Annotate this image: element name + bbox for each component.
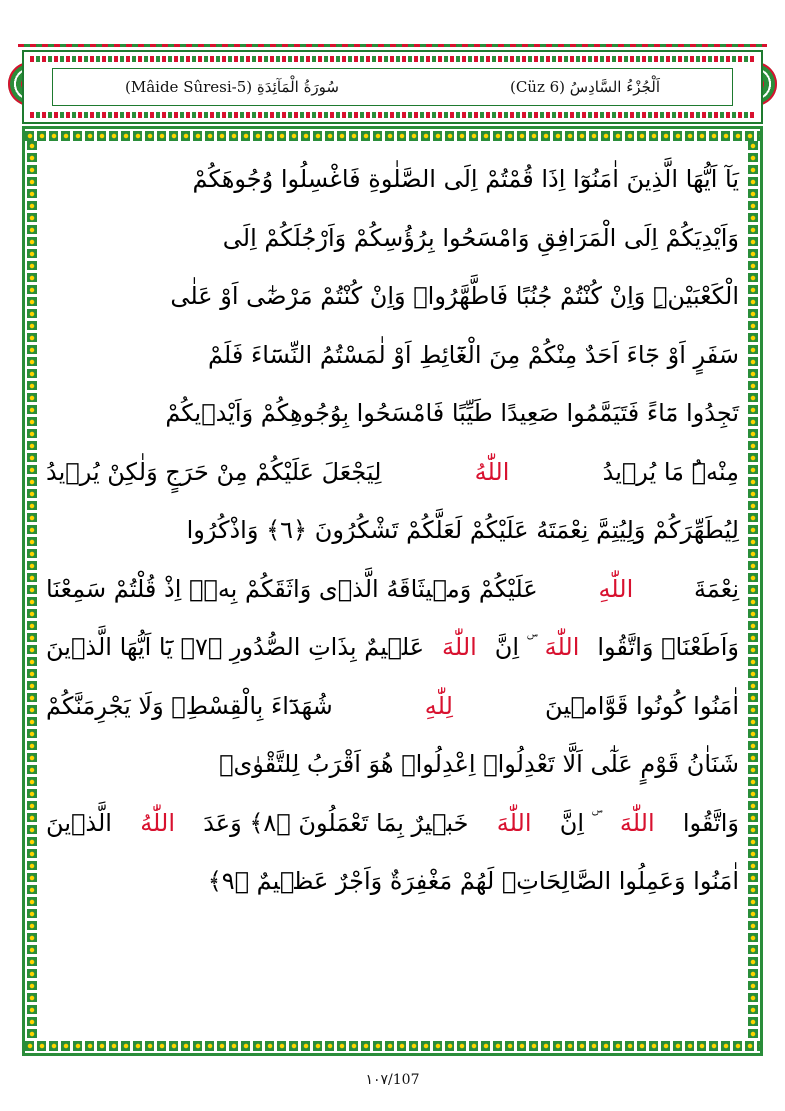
page-header: [22, 50, 763, 124]
juz-title: اَلْجُزْءُ السَّادِسُ (Cüz 6): [509, 78, 660, 96]
text-line: شَنَاٰنُ قَوْمٍ عَلٰٓى اَلَّا تَعْدِلُواۜ اِعْدِلُواۗ هُوَ اَقْرَبُ لِلتَّقْوٰىۘ: [219, 750, 739, 779]
frame-ornament-right: [748, 141, 758, 1041]
frame-ornament-top: [25, 131, 760, 141]
text-line: اٰمَنُوا وَعَمِلُوا الصَّالِحَاتِۙ لَهُمْ مَغْفِرَةٌ وَاَجْرٌ عَظٖيمٌ ﴿٩﴾: [207, 867, 739, 896]
text-line: وَاَطَعْنَاۘ وَاتَّقُوا اللّٰهَ ۜ اِنَّ اللّٰهَ عَلٖيمٌ بِذَاتِ الصُّدُورِ ﴿٧﴾ يَٓا اَيُّهَا الَّذٖينَ: [46, 633, 739, 662]
text-line: سَفَرٍ اَوْ جَٓاءَ اَحَدٌ مِنْكُمْ مِنَ الْغَٓائِطِ اَوْ لٰمَسْتُمُ النِّسَٓاءَ فَلَمْ: [207, 340, 739, 369]
frame-ornament-bottom: [25, 1041, 760, 1051]
text-line: مِنْهُۜ مَا يُرٖيدُ اللّٰهُ لِيَجْعَلَ عَلَيْكُمْ مِنْ حَرَجٍ وَلٰكِنْ يُرٖيدُ: [46, 457, 739, 486]
text-line: وَاتَّقُوا اللّٰهَ ۜ اِنَّ اللّٰهَ خَبٖيرٌ بِمَا تَعْمَلُونَ ﴿٨﴾ وَعَدَ اللّٰهُ الَّذٖينَ: [46, 808, 739, 837]
top-ornament-rule: [18, 44, 767, 47]
text-line: لِيُطَهِّرَكُمْ وَلِيُتِمَّ نِعْمَتَهُ عَلَيْكُمْ لَعَلَّكُمْ تَشْكُرُونَ ﴿٦﴾ وَاذْكُرُوا: [186, 516, 739, 545]
text-line: وَاَيْدِيَكُمْ اِلَى الْمَرَافِقِ وَامْسَحُوا بِرُؤُسِكُمْ وَاَرْجُلَكُمْ اِلَى: [222, 223, 739, 252]
header-inner-frame: [52, 68, 733, 106]
surah-title: (Mâide Sûresi-5) سُورَةُ الْمَآئِدَةِ: [125, 78, 339, 96]
text-line: تَجِدُوا مَٓاءً فَتَيَمَّمُوا صَعِيدًا طَيِّبًا فَامْسَحُوا بِوُجُوهِكُمْ وَاَيْدٖيكُمْ: [165, 399, 739, 428]
text-line: اٰمَنُوا كُونُوا قَوَّامٖينَ لِلّٰهِ شُهَدَٓاءَ بِالْقِسْطِۘ وَلَا يَجْرِمَنَّكُمْ: [46, 691, 739, 720]
frame-ornament-left: [27, 141, 37, 1041]
text-line: نِعْمَةَ اللّٰهِ عَلَيْكُمْ وَمٖيثَاقَهُ الَّذٖى وَاثَقَكُمْ بِهٖۙ اِذْ قُلْتُمْ سَمِعْنَا: [46, 574, 739, 603]
text-line: يَآ اَيُّهَا الَّذِينَ اٰمَنُوٓا اِذَا قُمْتُمْ اِلَى الصَّلٰوةِ فَاغْسِلُوا وُجُوهَكُمْ: [192, 165, 739, 194]
quran-text-block: [46, 150, 739, 1030]
page-number: ١٠٧/107: [365, 1072, 420, 1088]
text-line: الْكَعْبَيْنِۜ وَاِنْ كُنْتُمْ جُنُبًا فَاطَّهَّرُواۜ وَاِنْ كُنْتُمْ مَرْضٰٓى اَوْ عَلٰى: [170, 282, 739, 311]
